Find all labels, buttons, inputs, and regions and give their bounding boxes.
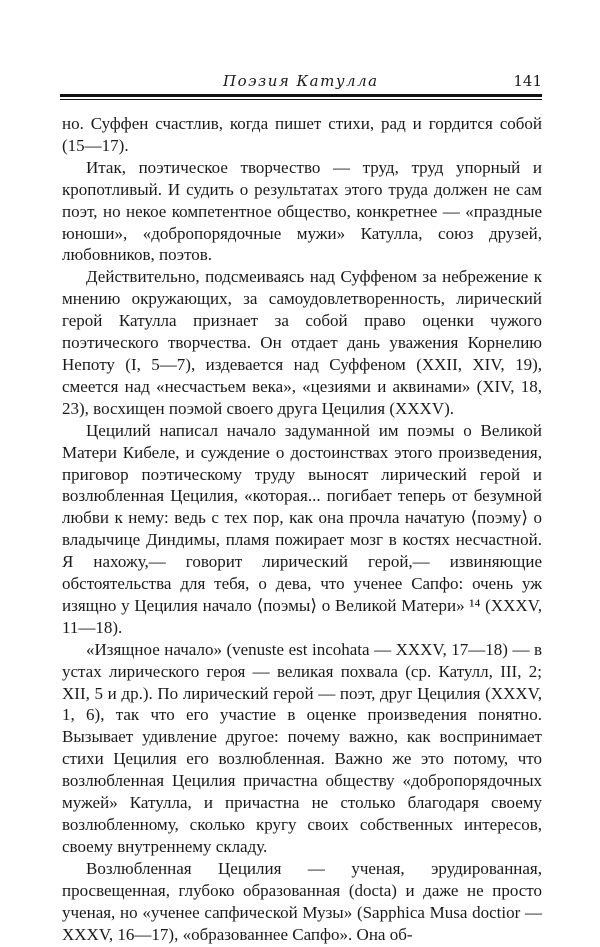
paragraph: но. Суффен счастлив, когда пишет стихи, рад и гордится собой (15—17). <box>62 114 542 155</box>
page-header <box>60 70 542 96</box>
header-rule-thin <box>60 99 542 100</box>
paragraph: Цецилий написал начало задуманной им поэмы о Великой Матери Кибеле, и суждение о достоинствах этого произведения, приговор поэтическому труду выносят лирический герой и возлюбленная Цецилия, «которая... погибает теперь от безумной любви к нему: ведь с тех пор, как она прочла начатую ⟨поэму⟩ о владычице Диндимы, пламя пожирает мозг в костях несчастной. Я нахожу,— говорит лирический герой,— извиняющие обстоятельства для тебя, о дева, что ученее Сапфо: очень уж изящно у Цецилия начало ⟨поэмы⟩ о Великой Матери» ¹⁴ (XXXV, 11—18). <box>62 420 542 637</box>
body-text <box>62 113 542 945</box>
header-rule-thick <box>60 94 542 97</box>
running-title: Поэзия Катулла <box>223 72 379 90</box>
paragraph: Возлюбленная Цецилия — ученая, эрудированная, просвещенная, глубоко образованная (docta) и даже не просто ученая, но «ученее сапфической Музы» (Sapphica Musa doctior — XXXV, 16—17), «образованнее Сапфо». Она об- <box>62 858 542 944</box>
page-number: 141 <box>513 72 542 90</box>
paragraph: Итак, поэтическое творчество — труд, труд упорный и кропотливый. И судить о результатах этого труда должен не сам поэт, но некое компетентное общество, конкретнее — «праздные юноши», «добропорядочные мужи» Катулла, союз друзей, любовников, поэтов. <box>62 157 542 265</box>
paragraph: «Изящное начало» (venuste est incohata — XXXV, 17—18) — в устах лирического героя — великая похвала (ср. Катулл, III, 2; XII, 5 и др.). По лирический герой — поэт, друг Цецилия (XXXV, 1, 6), так что его участие в оценке произведения понятно. Вызывает удивление другое: почему важно, как воспринимает стихи Цецилия его возлюбленная. Важно же это потому, что возлюбленная Цецилия причастна обществу «добропорядочных мужей» Катулла, и причастна не столько благодаря своему возлюбленному, сколько кругу своих собственных интересов, своему внутреннему складу. <box>62 639 542 856</box>
paragraph: Действительно, подсмеиваясь над Суффеном за небрежение к мнению окружающих, за самоудовлетворенность, лирический герой Катулла признает за собой право оценки чужого поэтического творчества. Он отдает дань уважения Корнелию Непоту (I, 5—7), издевается над Суффеном (XXII, XIV, 19), смеется над «несчастьем века», «цезиями и аквинами» (XIV, 18, 23), восхищен поэмой своего друга Цецилия (XXXV). <box>62 267 542 418</box>
